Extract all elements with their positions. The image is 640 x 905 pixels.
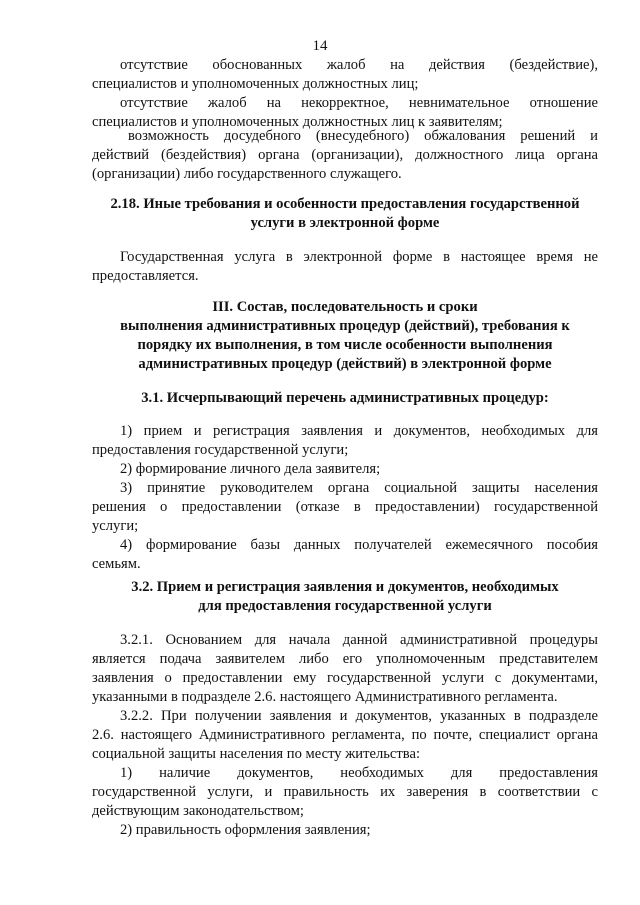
heading-line: 3.2. Прием и регистрация заявления и документов, необходимых xyxy=(131,579,559,595)
text-line: предоставляется. xyxy=(92,268,199,284)
text-line: действий (бездействия) органа (организации), должностного лица органа xyxy=(92,147,598,163)
text-line: указанными в подразделе 2.6. настоящего Административного регламента. xyxy=(92,689,558,705)
text-line: социальной защиты населения по месту жительства: xyxy=(92,746,420,762)
heading-line: III. Состав, последовательность и сроки xyxy=(212,299,478,315)
list-item-line: государственной услуги, и правильность их заверения в соответствии с xyxy=(92,784,598,800)
list-item-line: 3) принятие руководителем органа социальной защиты населения xyxy=(120,480,598,496)
heading-line: 2.18. Иные требования и особенности предоставления государственной xyxy=(110,196,580,212)
list-item-line: 4) формирование базы данных получателей ежемесячного пособия xyxy=(120,537,598,553)
heading-line: выполнения административных процедур (действий), требования к xyxy=(120,318,570,334)
section-heading-3-2 xyxy=(92,578,598,616)
text-line: 2.6. настоящего Административного регламента, по почте, специалист органа xyxy=(92,727,598,743)
list-item-line: 2) правильность оформления заявления; xyxy=(120,822,371,838)
text-line: возможность досудебного (внесудебного) обжалования решений и xyxy=(128,128,598,144)
list-item-line: 1) наличие документов, необходимых для предоставления xyxy=(120,765,598,781)
text-line: специалистов и уполномоченных должностных лиц к заявителям; xyxy=(92,114,503,130)
section-heading-2-18 xyxy=(92,195,598,233)
heading-line: для предоставления государственной услуги xyxy=(198,598,492,614)
section-heading-3-1 xyxy=(92,389,598,408)
procedure-list xyxy=(92,422,598,574)
text-line: отсутствие обоснованных жалоб на действия (бездействие), xyxy=(120,57,598,73)
text-line: (организации) либо государственного служащего. xyxy=(92,166,402,182)
paragraph-3-2-2 xyxy=(92,707,598,840)
text-line: Государственная услуга в электронной форме в настоящее время не xyxy=(120,249,598,265)
text-line: 3.2.2. При получении заявления и документов, указанных в подразделе xyxy=(120,708,598,724)
page-number: 14 xyxy=(312,38,328,54)
heading-line: порядку их выполнения, в том числе особенности выполнения xyxy=(137,337,553,353)
text-line: является подача заявителем либо его уполномоченным представителем xyxy=(92,651,598,667)
text-line: отсутствие жалоб на некорректное, невнимательное отношение xyxy=(120,95,598,111)
list-item-line: действующим законодательством; xyxy=(92,803,304,819)
text-line: 3.2.1. Основанием для начала данной административной процедуры xyxy=(120,632,598,648)
intro-paragraph-3 xyxy=(92,127,598,184)
heading-line: административных процедур (действий) в электронной форме xyxy=(138,356,552,372)
heading-line: 3.1. Исчерпывающий перечень административных процедур: xyxy=(141,390,549,406)
heading-line: услуги в электронной форме xyxy=(250,215,440,231)
section-2-18-paragraph xyxy=(92,248,598,286)
text-line: специалистов и уполномоченных должностных лиц; xyxy=(92,76,419,92)
text-line: заявления о предоставлении ему государственной услуги с документами, xyxy=(92,670,598,686)
section-heading-3 xyxy=(92,298,598,374)
list-item-line: предоставления государственной услуги; xyxy=(92,442,349,458)
list-item-line: 1) прием и регистрация заявления и документов, необходимых для xyxy=(120,423,598,439)
intro-paragraph-1 xyxy=(92,56,598,94)
list-item-line: решения о предоставлении (отказе в предоставлении) государственной xyxy=(92,499,598,515)
paragraph-3-2-1 xyxy=(92,631,598,707)
list-item-line: услуги; xyxy=(92,518,139,534)
list-item-line: семьям. xyxy=(92,556,141,572)
list-item-line: 2) формирование личного дела заявителя; xyxy=(120,461,381,477)
